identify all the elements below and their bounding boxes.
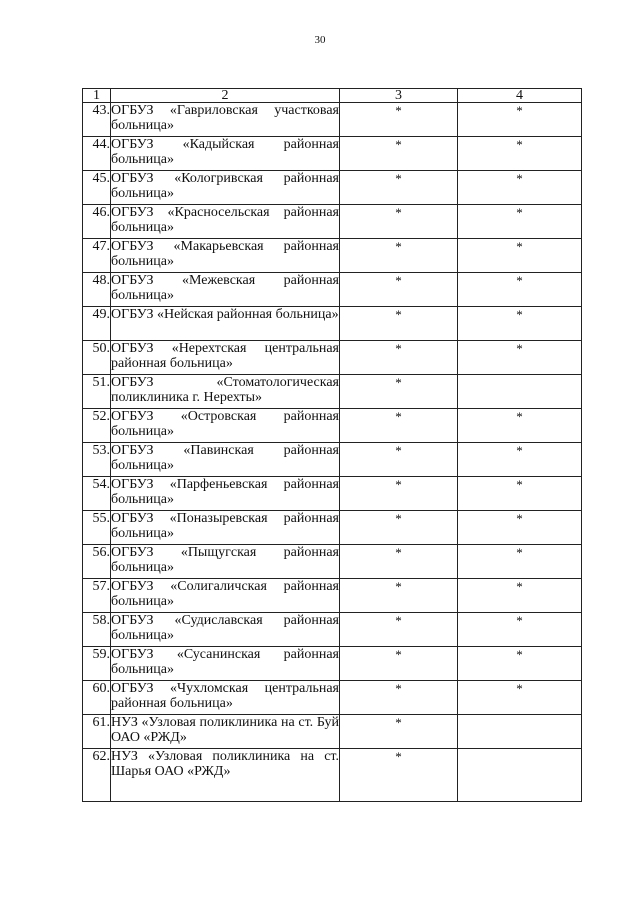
- institution-name: ОГБУЗ «Нерехтская центральная районная больница»: [111, 341, 340, 375]
- column-4-mark: *: [458, 273, 582, 307]
- institution-name: ОГБУЗ «Судиславская районная больница»: [111, 613, 340, 647]
- row-number: 51.: [83, 375, 111, 409]
- column-3-mark: *: [340, 613, 458, 647]
- column-3-mark: *: [340, 545, 458, 579]
- column-3-mark: *: [340, 477, 458, 511]
- institution-name: ОГБУЗ «Сусанинская районная больница»: [111, 647, 340, 681]
- table-row: [83, 273, 582, 307]
- column-3-mark: *: [340, 273, 458, 307]
- row-number: 45.: [83, 171, 111, 205]
- table-row: [83, 749, 582, 802]
- column-3-mark: *: [340, 239, 458, 273]
- column-header-4: 4: [458, 89, 582, 103]
- row-number: 52.: [83, 409, 111, 443]
- row-number: 53.: [83, 443, 111, 477]
- row-number: 46.: [83, 205, 111, 239]
- row-number: 47.: [83, 239, 111, 273]
- table-header-row: [83, 89, 582, 103]
- column-4-mark: *: [458, 443, 582, 477]
- column-3-mark: *: [340, 103, 458, 137]
- row-number: 50.: [83, 341, 111, 375]
- institution-name: ОГБУЗ «Кадыйская районная больница»: [111, 137, 340, 171]
- institution-name: ОГБУЗ «Межевская районная больница»: [111, 273, 340, 307]
- row-number: 55.: [83, 511, 111, 545]
- column-header-1: 1: [83, 89, 111, 103]
- column-3-mark: *: [340, 681, 458, 715]
- institution-name: ОГБУЗ «Чухломская центральная районная больница»: [111, 681, 340, 715]
- table-row: [83, 715, 582, 749]
- institution-name: ОГБУЗ «Парфеньевская районная больница»: [111, 477, 340, 511]
- table-row: [83, 409, 582, 443]
- institution-name: НУЗ «Узловая поликлиника на ст. Шарья ОАО «РЖД»: [111, 749, 340, 802]
- page-number: 30: [314, 34, 326, 46]
- table-row: [83, 647, 582, 681]
- table-row: [83, 443, 582, 477]
- column-3-mark: *: [340, 511, 458, 545]
- institutions-table: [82, 88, 582, 802]
- institution-name: ОГБУЗ «Кологривская районная больница»: [111, 171, 340, 205]
- institution-name: ОГБУЗ «Поназыревская районная больница»: [111, 511, 340, 545]
- column-3-mark: *: [340, 307, 458, 341]
- column-4-mark: *: [458, 341, 582, 375]
- table-row: [83, 137, 582, 171]
- column-3-mark: *: [340, 171, 458, 205]
- column-4-mark: *: [458, 239, 582, 273]
- column-3-mark: *: [340, 205, 458, 239]
- row-number: 60.: [83, 681, 111, 715]
- table-row: [83, 545, 582, 579]
- column-header-3: 3: [340, 89, 458, 103]
- column-4-mark: *: [458, 171, 582, 205]
- row-number: 44.: [83, 137, 111, 171]
- column-3-mark: *: [340, 647, 458, 681]
- column-3-mark: *: [340, 341, 458, 375]
- row-number: 56.: [83, 545, 111, 579]
- column-3-mark: *: [340, 715, 458, 749]
- column-4-mark: *: [458, 545, 582, 579]
- row-number: 48.: [83, 273, 111, 307]
- institution-name: ОГБУЗ «Красносельская районная больница»: [111, 205, 340, 239]
- institution-name: ОГБУЗ «Стоматологическая поликлиника г. Нерехты»: [111, 375, 340, 409]
- institution-name: ОГБУЗ «Павинская районная больница»: [111, 443, 340, 477]
- column-4-mark: *: [458, 477, 582, 511]
- institution-name: ОГБУЗ «Островская районная больница»: [111, 409, 340, 443]
- column-4-mark: *: [458, 681, 582, 715]
- column-4-mark: *: [458, 409, 582, 443]
- column-3-mark: *: [340, 137, 458, 171]
- institution-name: ОГБУЗ «Нейская районная больница»: [111, 307, 340, 341]
- column-header-2: 2: [111, 89, 340, 103]
- institution-name: НУЗ «Узловая поликлиника на ст. Буй ОАО «РЖД»: [111, 715, 340, 749]
- row-number: 43.: [83, 103, 111, 137]
- column-4-mark: *: [458, 647, 582, 681]
- row-number: 62.: [83, 749, 111, 802]
- row-number: 61.: [83, 715, 111, 749]
- column-4-mark: [458, 715, 582, 749]
- column-4-mark: *: [458, 613, 582, 647]
- table-row: [83, 511, 582, 545]
- institution-name: ОГБУЗ «Солигаличская районная больница»: [111, 579, 340, 613]
- column-4-mark: [458, 749, 582, 802]
- table-row: [83, 375, 582, 409]
- institution-name: ОГБУЗ «Макарьевская районная больница»: [111, 239, 340, 273]
- table-row: [83, 103, 582, 137]
- table-row: [83, 613, 582, 647]
- row-number: 57.: [83, 579, 111, 613]
- column-3-mark: *: [340, 409, 458, 443]
- table-body: [83, 103, 582, 802]
- table-row: [83, 307, 582, 341]
- institution-name: ОГБУЗ «Пыщугская районная больница»: [111, 545, 340, 579]
- column-4-mark: *: [458, 137, 582, 171]
- column-4-mark: *: [458, 579, 582, 613]
- table-row: [83, 205, 582, 239]
- table-row: [83, 681, 582, 715]
- column-3-mark: *: [340, 579, 458, 613]
- institution-name: ОГБУЗ «Гавриловская участковая больница»: [111, 103, 340, 137]
- table-row: [83, 239, 582, 273]
- column-3-mark: *: [340, 443, 458, 477]
- column-3-mark: *: [340, 375, 458, 409]
- column-4-mark: *: [458, 511, 582, 545]
- table-row: [83, 171, 582, 205]
- row-number: 49.: [83, 307, 111, 341]
- column-4-mark: *: [458, 205, 582, 239]
- table-row: [83, 579, 582, 613]
- table-row: [83, 477, 582, 511]
- row-number: 54.: [83, 477, 111, 511]
- row-number: 58.: [83, 613, 111, 647]
- column-4-mark: *: [458, 103, 582, 137]
- table-row: [83, 341, 582, 375]
- column-3-mark: *: [340, 749, 458, 802]
- column-4-mark: *: [458, 307, 582, 341]
- column-4-mark: [458, 375, 582, 409]
- row-number: 59.: [83, 647, 111, 681]
